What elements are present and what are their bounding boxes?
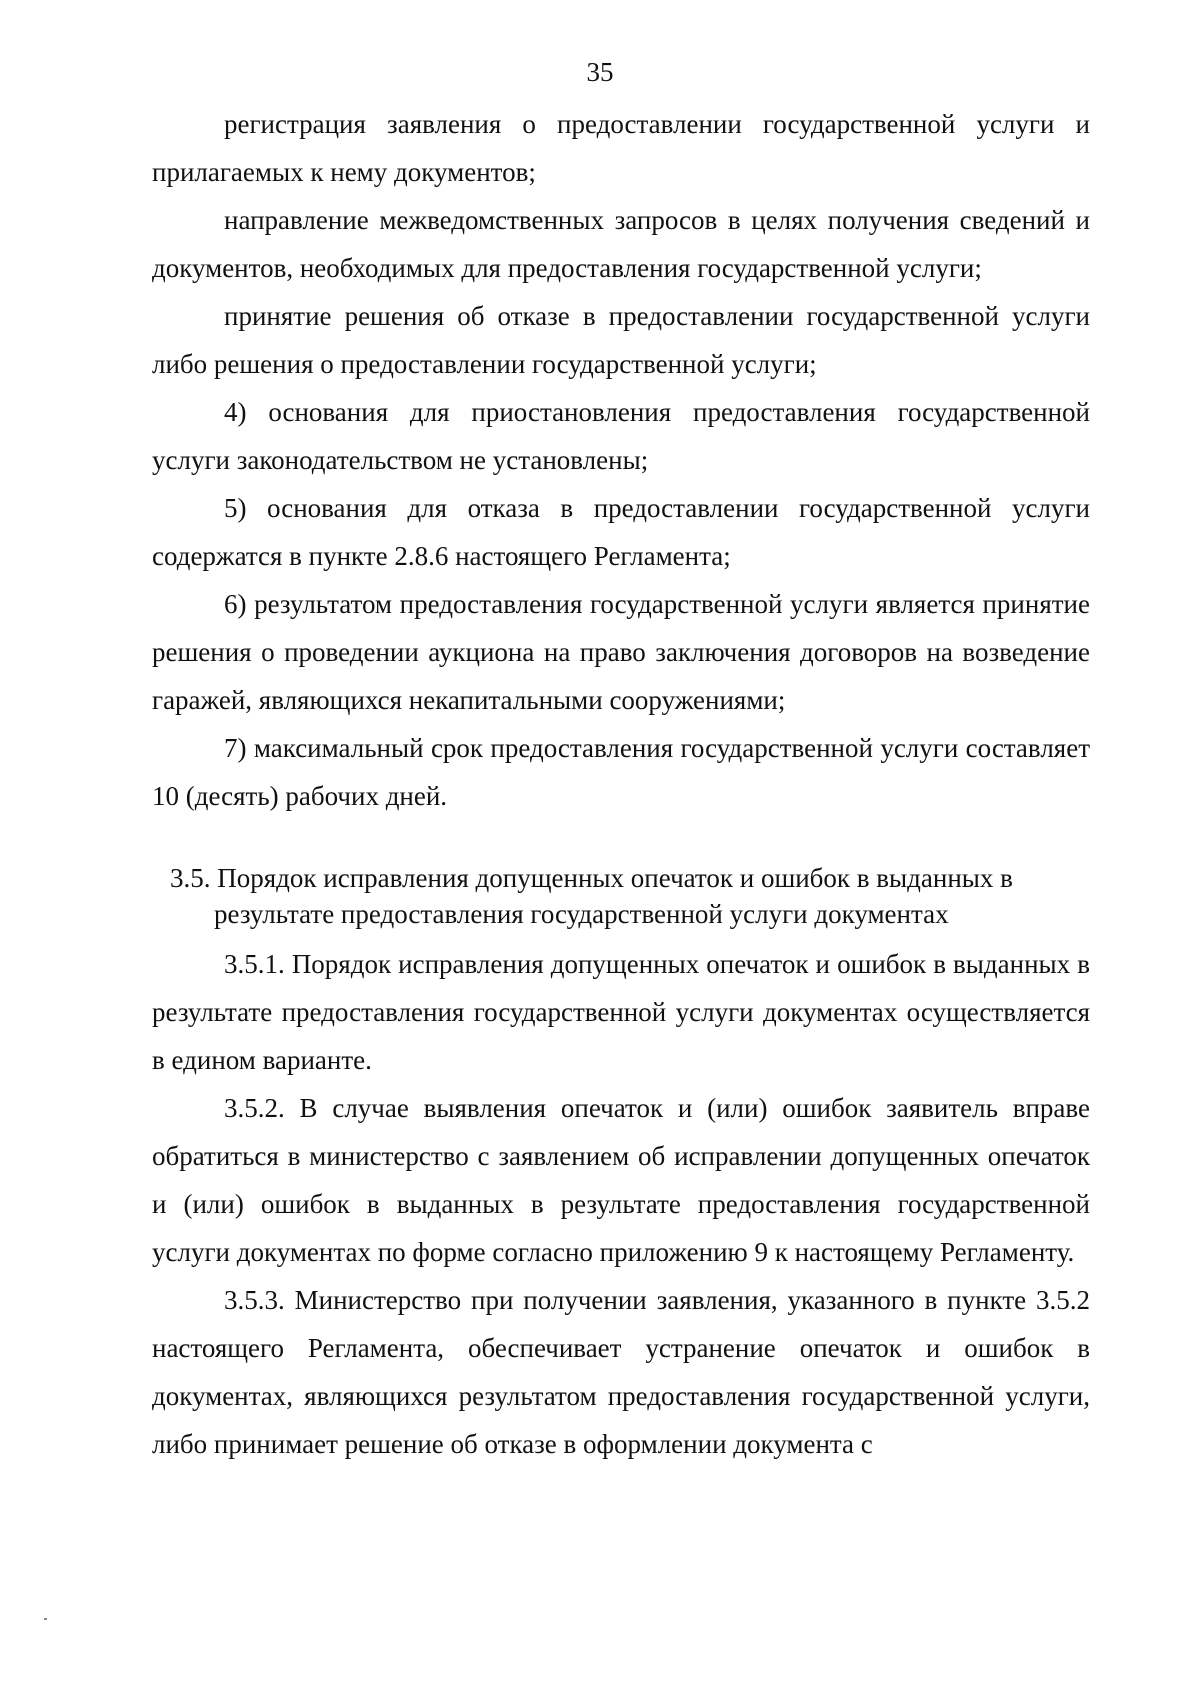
paragraph-3-5-3: 3.5.3. Министерство при получении заявления, указанного в пункте 3.5.2 настоящего Регламента, обеспечивает устранение опечаток и ошибок в документах, являющихся результатом предоставления государственной услуги, либо принимает решение об отказе в оформлении документа с (152, 1285, 1090, 1459)
document-body (152, 100, 1090, 1468)
paragraph-3-5-2: 3.5.2. В случае выявления опечаток и (или) ошибок заявитель вправе обратиться в министерство с заявлением об исправлении допущенных опечаток и (или) ошибок в выданных в результате предоставления государственной услуги документах по форме согласно приложению 9 к настоящему Регламенту. (152, 1093, 1090, 1267)
paragraph-item-4: 4) основания для приостановления предоставления государственной услуги законодательством не установлены; (152, 397, 1090, 475)
section-heading-3-5: 3.5. Порядок исправления допущенных опечаток и ошибок в выданных в результате предоставления государственной услуги документах (170, 863, 1013, 929)
paragraph-item-7: 7) максимальный срок предоставления государственной услуги составляет 10 (десять) рабочих дней. (152, 733, 1090, 811)
page-number: 35 (586, 57, 614, 87)
paragraph-registration: регистрация заявления о предоставлении государственной услуги и прилагаемых к нему документов; (152, 109, 1090, 187)
paragraph-item-5: 5) основания для отказа в предоставлении государственной услуги содержатся в пункте 2.8.6 настоящего Регламента; (152, 493, 1090, 571)
scan-artifact (44, 1618, 47, 1620)
paragraph-decision: принятие решения об отказе в предоставлении государственной услуги либо решения о предоставлении государственной услуги; (152, 301, 1090, 379)
paragraph-interagency-requests: направление межведомственных запросов в целях получения сведений и документов, необходимых для предоставления государственной услуги; (152, 205, 1090, 283)
paragraph-3-5-1: 3.5.1. Порядок исправления допущенных опечаток и ошибок в выданных в результате предоставления государственной услуги документах осуществляется в едином варианте. (152, 949, 1090, 1075)
paragraph-item-6: 6) результатом предоставления государственной услуги является принятие решения о проведении аукциона на право заключения договоров на возведение гаражей, являющихся некапитальными сооружениями; (152, 589, 1090, 715)
